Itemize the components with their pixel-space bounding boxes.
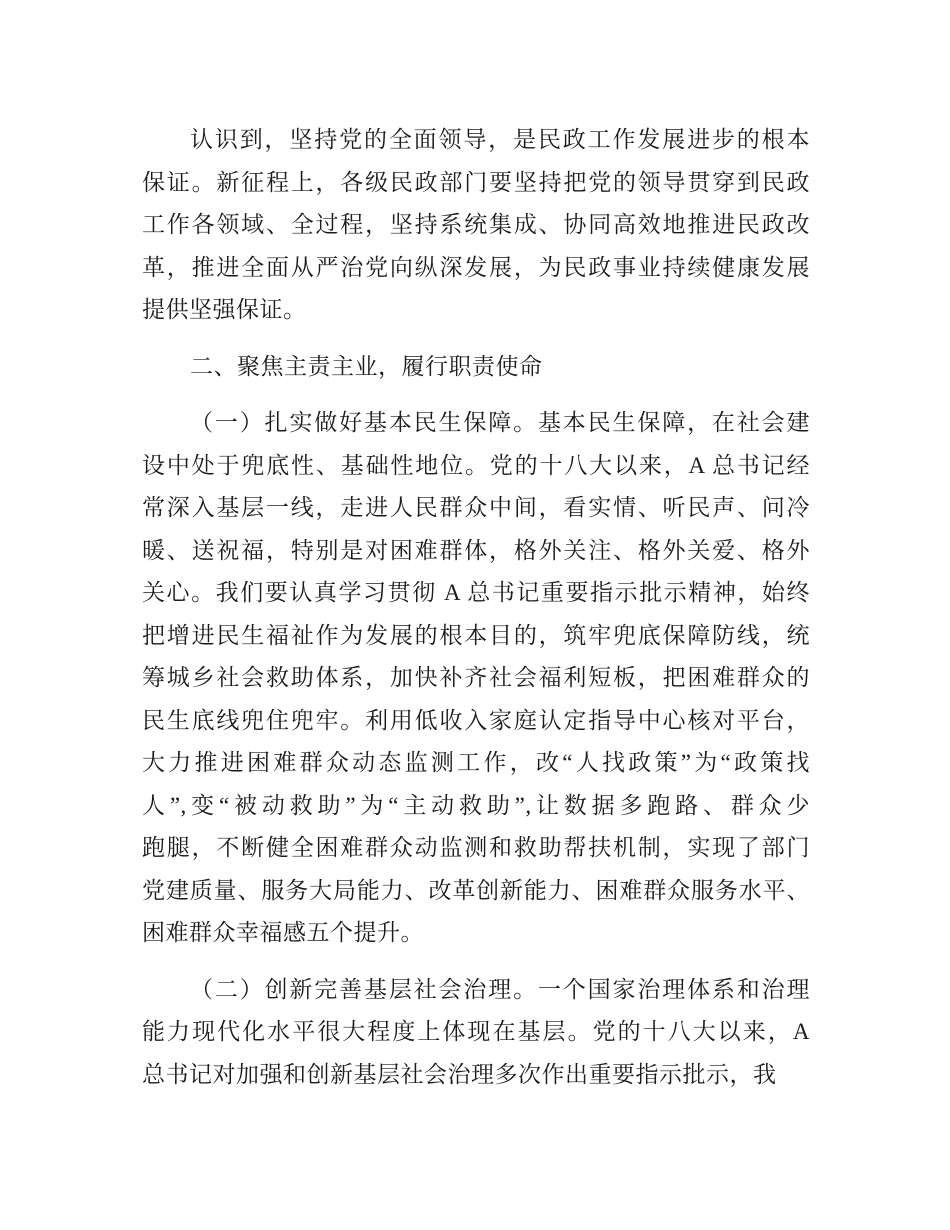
text-line: 设中处于兜底性、基础性地位。党的十八大以来，A 总书记经	[142, 452, 810, 478]
paragraph-basic-livelihood	[142, 402, 810, 955]
text-line: 困难群众幸福感五个提升。	[142, 920, 424, 945]
text-line: （一）扎实做好基本民生保障。基本民生保障，在社会建	[190, 410, 810, 435]
paragraph-grassroots-governance	[142, 969, 810, 1097]
text-line: 提供坚强保证。	[142, 297, 307, 322]
text-line: 工作各领域、全过程，坚持系统集成、协同高效地推进民政改	[142, 212, 810, 237]
text-line: 革，推进全面从严治党向纵深发展，为民政事业持续健康发展	[142, 254, 810, 280]
text-line: 暖、送祝福，特别是对困难群体，格外关注、格外关爱、格外	[142, 537, 810, 563]
text-line: 保证。新征程上，各级民政部门要坚持把党的领导贯穿到民政	[142, 169, 810, 195]
text-line: 常深入基层一线，走进人民群众中间，看实情、听民声、问冷	[142, 495, 810, 520]
text-line: 人”,变“被动救助”为“主动救助”,让数据多跑路、群众少	[142, 792, 810, 818]
heading-line: 二、聚焦主责主业，履行职责使命	[190, 353, 543, 379]
text-line: 能力现代化水平很大程度上体现在基层。党的十八大以来，A	[142, 1019, 810, 1044]
text-line: 筹城乡社会救助体系，加快补齐社会福利短板，把困难群众的	[142, 665, 810, 690]
section-heading-2	[142, 346, 810, 389]
text-line: 把增进民生福祉作为发展的根本目的，筑牢兜底保障防线，统	[142, 622, 810, 648]
text-line: 跑腿，不断健全困难群众动监测和救助帮扶机制，实现了部门	[142, 835, 810, 860]
text-line: （二）创新完善基层社会治理。一个国家治理体系和治理	[190, 976, 810, 1002]
text-line: 民生底线兜住兜牢。利用低收入家庭认定指导中心核对平台，	[142, 707, 810, 733]
paragraph-leadership	[142, 119, 810, 332]
text-line: 关心。我们要认真学习贯彻 A 总书记重要指示批示精神，始终	[142, 580, 810, 605]
text-line: 党建质量、服务大局能力、改革创新能力、困难群众服务水平、	[142, 877, 810, 903]
text-line: 大力推进困难群众动态监测工作，改“人找政策”为“政策找	[142, 750, 810, 775]
text-line: 总书记对加强和创新基层社会治理多次作出重要指示批示，我	[142, 1061, 777, 1087]
text-line: 认识到，坚持党的全面领导，是民政工作发展进步的根本	[190, 127, 810, 152]
